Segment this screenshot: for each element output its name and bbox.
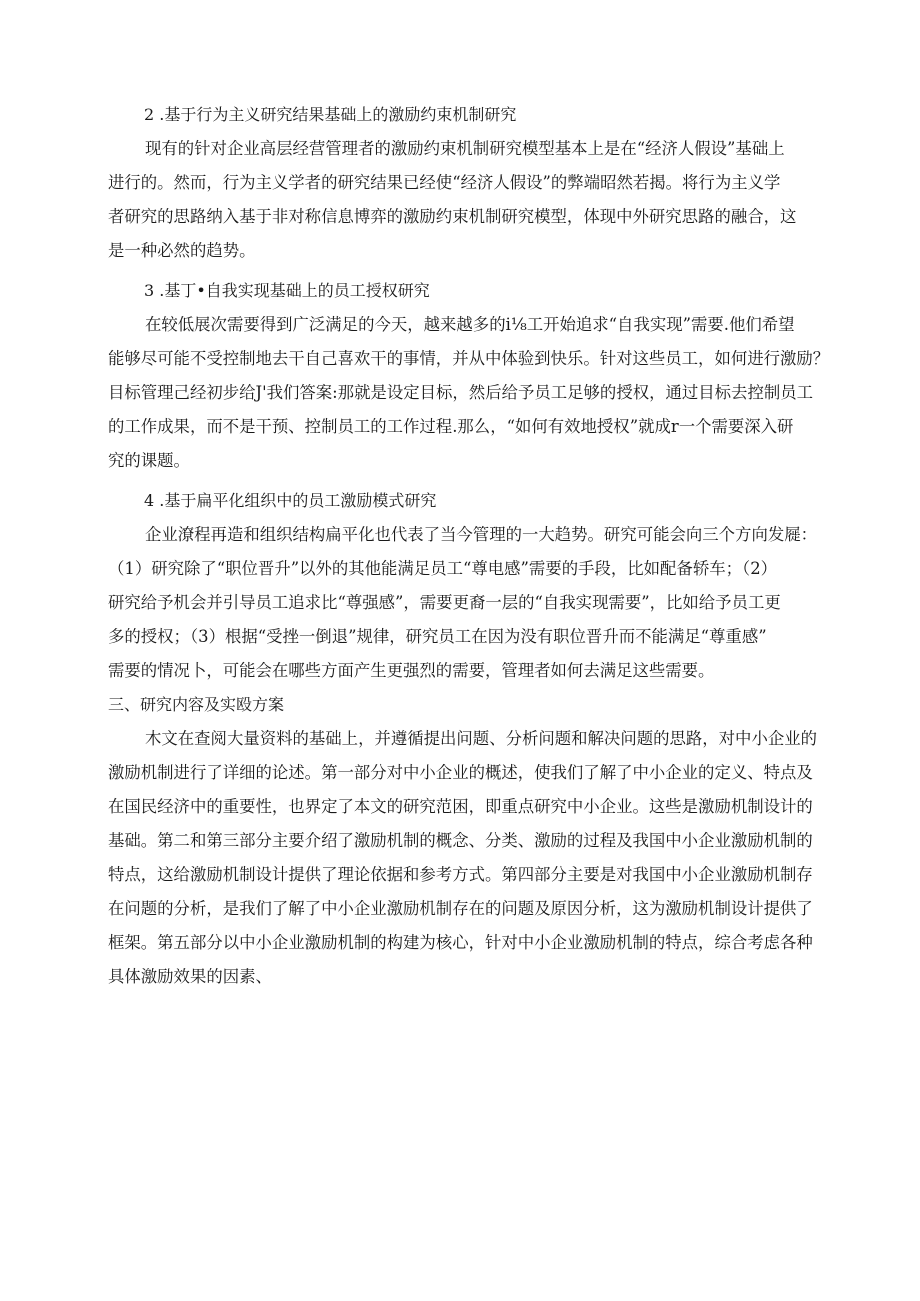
heading-2: 2 .基于行为主义研究结果基础上的激励约束机制研究: [144, 105, 517, 124]
paragraph-5: [108, 722, 826, 994]
paragraph-line: 是一种必然的趋势。: [108, 241, 256, 260]
paragraph-line: 企业潦程再造和组织结构扁平化也代表了当今管理的一大趋势。研究可能会向三个方向发屣：: [145, 525, 818, 544]
paragraph-line: 需要的情况卜，可能会在哪些方面产生更强烈的需要，管理者如何去满足这些需要。: [108, 661, 715, 680]
paragraph-line: 目标管理己经初步给J'我们答案:那就是设定目标，然后给予员工足够的授权，通过目标去控制员工: [108, 383, 814, 402]
paragraph-line: 框架。第五部分以中小企业激励机制的构建为核心，针对中小企业激励机制的特点，综合考虑各种: [108, 933, 813, 952]
paragraph-line: 研究给予机会并引导员工追求比“尊强感”，需要更裔一层的“自我实现需要”，比如给予员工更: [108, 593, 781, 612]
paragraph-line: 基础。第二和第三部分主要介绍了激励机制的概念、分类、激励的过程及我国中小企业激励机制的: [108, 831, 813, 850]
paragraph-line: 进行的。然而，行为主义学者的研究结果已经使“经济人假设”的弊端昭然若揭。将行为主义学: [108, 173, 781, 192]
paragraph-line: 的工作成果，而不是干预、控制员工的工作过程.那么，“如何有效地授权”就成r一个需要深入研: [108, 417, 794, 436]
heading-4: 4 .基于扁平化组织中的员工激励模式研究: [144, 491, 437, 510]
paragraph-line: 能够尽可能不受控制地去干自己喜欢干的事情，并从中体验到快乐。针对这些员工，如何进行激励？: [108, 349, 830, 368]
paragraph-line: 具体激励效果的因素、: [108, 967, 272, 986]
paragraph-line: 者研究的思路纳入基于非对称信息博弈的激励约束机制研究模型，体现中外研究思路的融合，这: [108, 207, 797, 226]
paragraph-line: 激励机制进行了详细的论述。第一部分对中小企业的概述，使我们了解了中小企业的定义、特点及: [108, 763, 813, 782]
paragraph-line: 木文在查阅大量资料的基础上，并遵循提出问题、分析问题和解决问题的思路，对中小企业的: [145, 729, 818, 748]
paragraph-line: 多的授权；（3）根据“受挫一倒退”规律，研究员工在因为没有职位晋升而不能满足“尊重感”: [108, 627, 767, 646]
paragraph-4: [108, 518, 826, 688]
paragraph-line: （1）研究除了“职位晋升”以外的其他能满足员工“尊电感”需要的手段，比如配备轿车；（2）: [108, 559, 778, 578]
paragraph-line: 在问题的分析，是我们了解了中小企业激励机制存在的问题及原因分析，这为激励机制设计提供了: [108, 899, 813, 918]
paragraph-line: 特点，这给激励机制设计提供了理论依据和参考方式。第四部分主要是对我国中小企业激励机制存: [108, 865, 813, 884]
paragraph-2: [108, 132, 826, 268]
section-heading-3: 三、研究内容及实殴方案: [108, 695, 285, 714]
paragraph-line: 在较低展次需要得到广泛满足的今天，越来越多的i⅛工开始追求“自我实现”需要.他们希望: [145, 315, 795, 334]
paragraph-line: 在国民经济中的重要性，也界定了本文的研究范困，即重点研究中小企业。这些是激励机制设计的: [108, 797, 813, 816]
paragraph-3: [108, 308, 830, 478]
document-page: [108, 92, 830, 994]
paragraph-line: 现有的针对企业高层经营管理者的激励约束机制研究模型基本上是在“经济人假设”基础上: [145, 139, 785, 158]
paragraph-line: 究的课题。: [108, 451, 190, 470]
heading-3: 3 .基丁•自我实现基础上的员工授权研究: [144, 281, 430, 300]
